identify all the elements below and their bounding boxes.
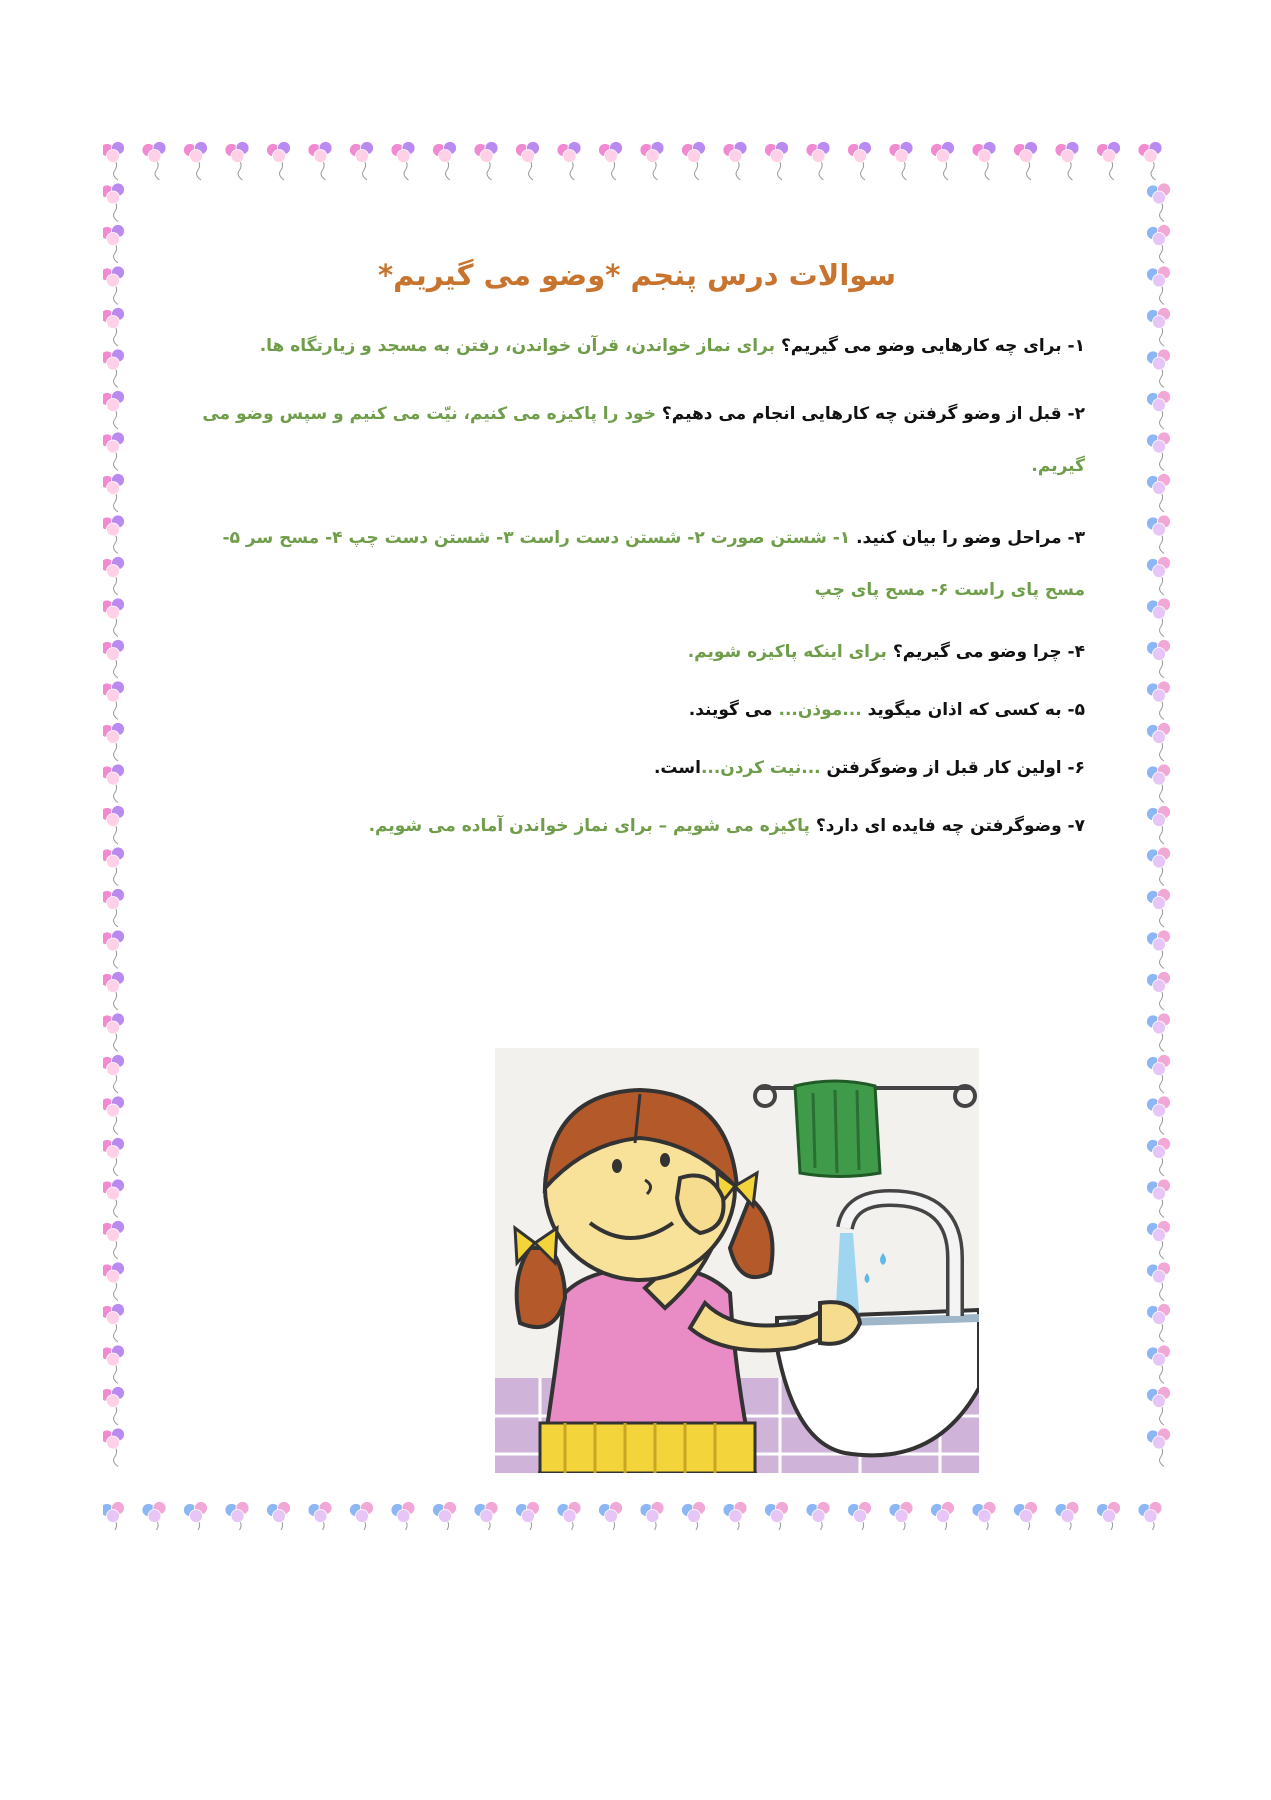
balloon-icon	[1097, 142, 1121, 181]
balloon-icon	[1014, 1502, 1038, 1531]
question-text: ۳- مراحل وضو را بیان کنید.	[856, 528, 1085, 548]
balloon-icon	[184, 142, 208, 181]
balloon-icon	[103, 391, 125, 430]
balloon-icon	[806, 1502, 830, 1531]
balloon-icon	[1147, 1096, 1171, 1135]
girl-washing-illustration	[495, 1048, 979, 1473]
balloon-icon	[350, 142, 374, 181]
question-4	[195, 636, 1085, 668]
balloon-icon	[103, 432, 125, 471]
balloon-icon	[103, 557, 125, 596]
balloon-icon	[1147, 1428, 1171, 1467]
answer-text: خود را پاکیزه می کنیم، نیّت می کنیم و سپس وضو می گیریم.	[202, 404, 1085, 476]
balloon-icon	[1147, 1179, 1171, 1218]
balloon-icon	[1147, 889, 1171, 928]
balloon-icon	[889, 1502, 913, 1531]
balloon-icon	[103, 723, 125, 762]
balloon-icon	[557, 142, 581, 181]
balloon-icon	[1147, 972, 1171, 1011]
balloon-icon	[1147, 640, 1171, 679]
balloon-icon	[640, 142, 664, 181]
question-text: ۷- وضوگرفتن چه فایده ای دارد؟	[815, 816, 1085, 836]
balloon-icon	[516, 1502, 540, 1531]
balloon-icon	[103, 1262, 125, 1301]
balloon-icon	[103, 1387, 125, 1426]
balloon-icon	[103, 640, 125, 679]
balloon-icon	[931, 1502, 955, 1531]
balloon-icon	[103, 515, 125, 554]
balloon-icon	[1147, 474, 1171, 513]
question-1	[195, 330, 1085, 362]
balloon-icon	[433, 142, 457, 181]
balloon-icon	[848, 1502, 872, 1531]
question-7	[195, 810, 1085, 842]
question-5	[195, 694, 1085, 726]
balloon-icon	[599, 142, 623, 181]
question-2	[195, 388, 1085, 492]
balloon-icon	[225, 142, 249, 181]
balloon-icon	[1147, 557, 1171, 596]
question-3	[195, 512, 1085, 616]
balloon-icon	[103, 972, 125, 1011]
question-6	[195, 752, 1085, 784]
balloon-icon	[1147, 391, 1171, 430]
balloon-icon	[142, 142, 166, 181]
balloon-icon	[1147, 806, 1171, 845]
balloon-icon	[1147, 847, 1171, 886]
answer-text: ۱- شستن صورت ۲- شستن دست راست ۳- شستن دست چپ ۴- مسح سر ۵- مسح پای راست ۶- مسح پای چپ	[222, 528, 1085, 600]
balloon-icon	[557, 1502, 581, 1531]
balloon-icon	[1147, 1138, 1171, 1177]
balloon-icon	[103, 598, 125, 637]
balloon-icon	[103, 764, 125, 803]
question-text-end: است.	[653, 758, 701, 778]
answer-text: برای نماز خواندن، قرآن خواندن، رفتن به مسجد و زیارتگاه ها.	[259, 336, 781, 356]
balloon-icon	[1147, 1262, 1171, 1301]
balloon-icon	[474, 1502, 498, 1531]
question-text: ۲- قبل از وضو گرفتن چه کارهایی انجام می دهیم؟	[661, 404, 1085, 424]
answer-text: ...نیت کردن...	[700, 758, 821, 778]
balloon-icon	[848, 142, 872, 181]
balloon-icon	[1147, 1055, 1171, 1094]
balloon-icon	[682, 1502, 706, 1531]
balloon-icon	[1147, 308, 1171, 347]
balloon-icon	[889, 142, 913, 181]
balloon-icon	[103, 474, 125, 513]
balloon-icon	[1147, 1221, 1171, 1260]
balloon-icon	[723, 142, 747, 181]
balloon-icon	[1147, 723, 1171, 762]
balloon-icon	[391, 142, 415, 181]
balloon-icon	[599, 1502, 623, 1531]
balloon-icon	[103, 1304, 125, 1343]
balloon-icon	[1147, 1013, 1171, 1052]
balloon-icon	[350, 1502, 374, 1531]
balloon-icon	[103, 308, 125, 347]
balloon-icon	[103, 1428, 125, 1467]
balloon-icon	[103, 1096, 125, 1135]
page-title: سوالات درس پنجم *وضو می گیریم*	[377, 258, 897, 292]
balloon-icon	[516, 142, 540, 181]
balloon-icon	[267, 142, 291, 181]
balloon-icon	[682, 142, 706, 181]
balloon-icon	[474, 142, 498, 181]
balloon-icon	[1147, 930, 1171, 969]
balloon-icon	[806, 142, 830, 181]
balloon-icon	[103, 1345, 125, 1384]
balloon-icon	[1147, 598, 1171, 637]
balloon-icon	[103, 183, 125, 222]
balloon-icon	[1147, 764, 1171, 803]
balloon-icon	[1055, 142, 1079, 181]
balloon-icon	[1014, 142, 1038, 181]
balloon-icon	[103, 1055, 125, 1094]
balloon-icon	[103, 1013, 125, 1052]
balloon-icon	[1097, 1502, 1121, 1531]
balloon-icon	[931, 142, 955, 181]
balloon-icon	[1147, 1304, 1171, 1343]
answer-text: پاکیزه می شویم – برای نماز خواندن آماده می شویم.	[368, 816, 816, 836]
balloon-icon	[103, 889, 125, 928]
balloon-icon	[103, 349, 125, 388]
balloon-icon	[1147, 432, 1171, 471]
question-text: ۱- برای چه کارهایی وضو می گیریم؟	[780, 336, 1085, 356]
balloon-icon	[640, 1502, 664, 1531]
balloon-icon	[103, 1502, 125, 1531]
answer-text: ...موذن...	[778, 700, 862, 720]
balloon-icon	[308, 142, 332, 181]
answer-text: برای اینکه پاکیزه شویم.	[687, 642, 893, 662]
balloon-icon	[103, 1138, 125, 1177]
balloon-icon	[103, 930, 125, 969]
balloon-icon	[308, 1502, 332, 1531]
balloon-icon	[184, 1502, 208, 1531]
balloon-icon	[1055, 1502, 1079, 1531]
balloon-icon	[103, 142, 125, 181]
balloon-icon	[1138, 1502, 1162, 1531]
balloon-icon	[765, 142, 789, 181]
balloon-icon	[103, 1221, 125, 1260]
balloon-icon	[1147, 1345, 1171, 1384]
question-text: ۶- اولین کار قبل از وضوگرفتن	[820, 758, 1085, 778]
balloon-icon	[103, 681, 125, 720]
balloon-icon	[972, 1502, 996, 1531]
balloon-icon	[103, 847, 125, 886]
balloon-icon	[765, 1502, 789, 1531]
balloon-icon	[225, 1502, 249, 1531]
balloon-icon	[972, 142, 996, 181]
questions-list	[195, 330, 1085, 868]
balloon-icon	[1147, 183, 1171, 222]
balloon-icon	[433, 1502, 457, 1531]
balloon-icon	[103, 1179, 125, 1218]
balloon-icon	[1147, 515, 1171, 554]
balloon-icon	[103, 806, 125, 845]
balloon-icon	[1147, 349, 1171, 388]
question-text: ۵- به کسی که اذان میگوید	[861, 700, 1085, 720]
question-text-end: می گویند.	[688, 700, 779, 720]
balloon-icon	[1147, 681, 1171, 720]
balloon-icon	[142, 1502, 166, 1531]
balloon-icon	[391, 1502, 415, 1531]
balloon-border-frame	[103, 140, 1171, 1530]
balloon-icon	[267, 1502, 291, 1531]
balloon-icon	[723, 1502, 747, 1531]
balloon-icon	[1147, 1387, 1171, 1426]
balloon-icon	[1138, 142, 1162, 181]
question-text: ۴- چرا وضو می گیریم؟	[892, 642, 1085, 662]
